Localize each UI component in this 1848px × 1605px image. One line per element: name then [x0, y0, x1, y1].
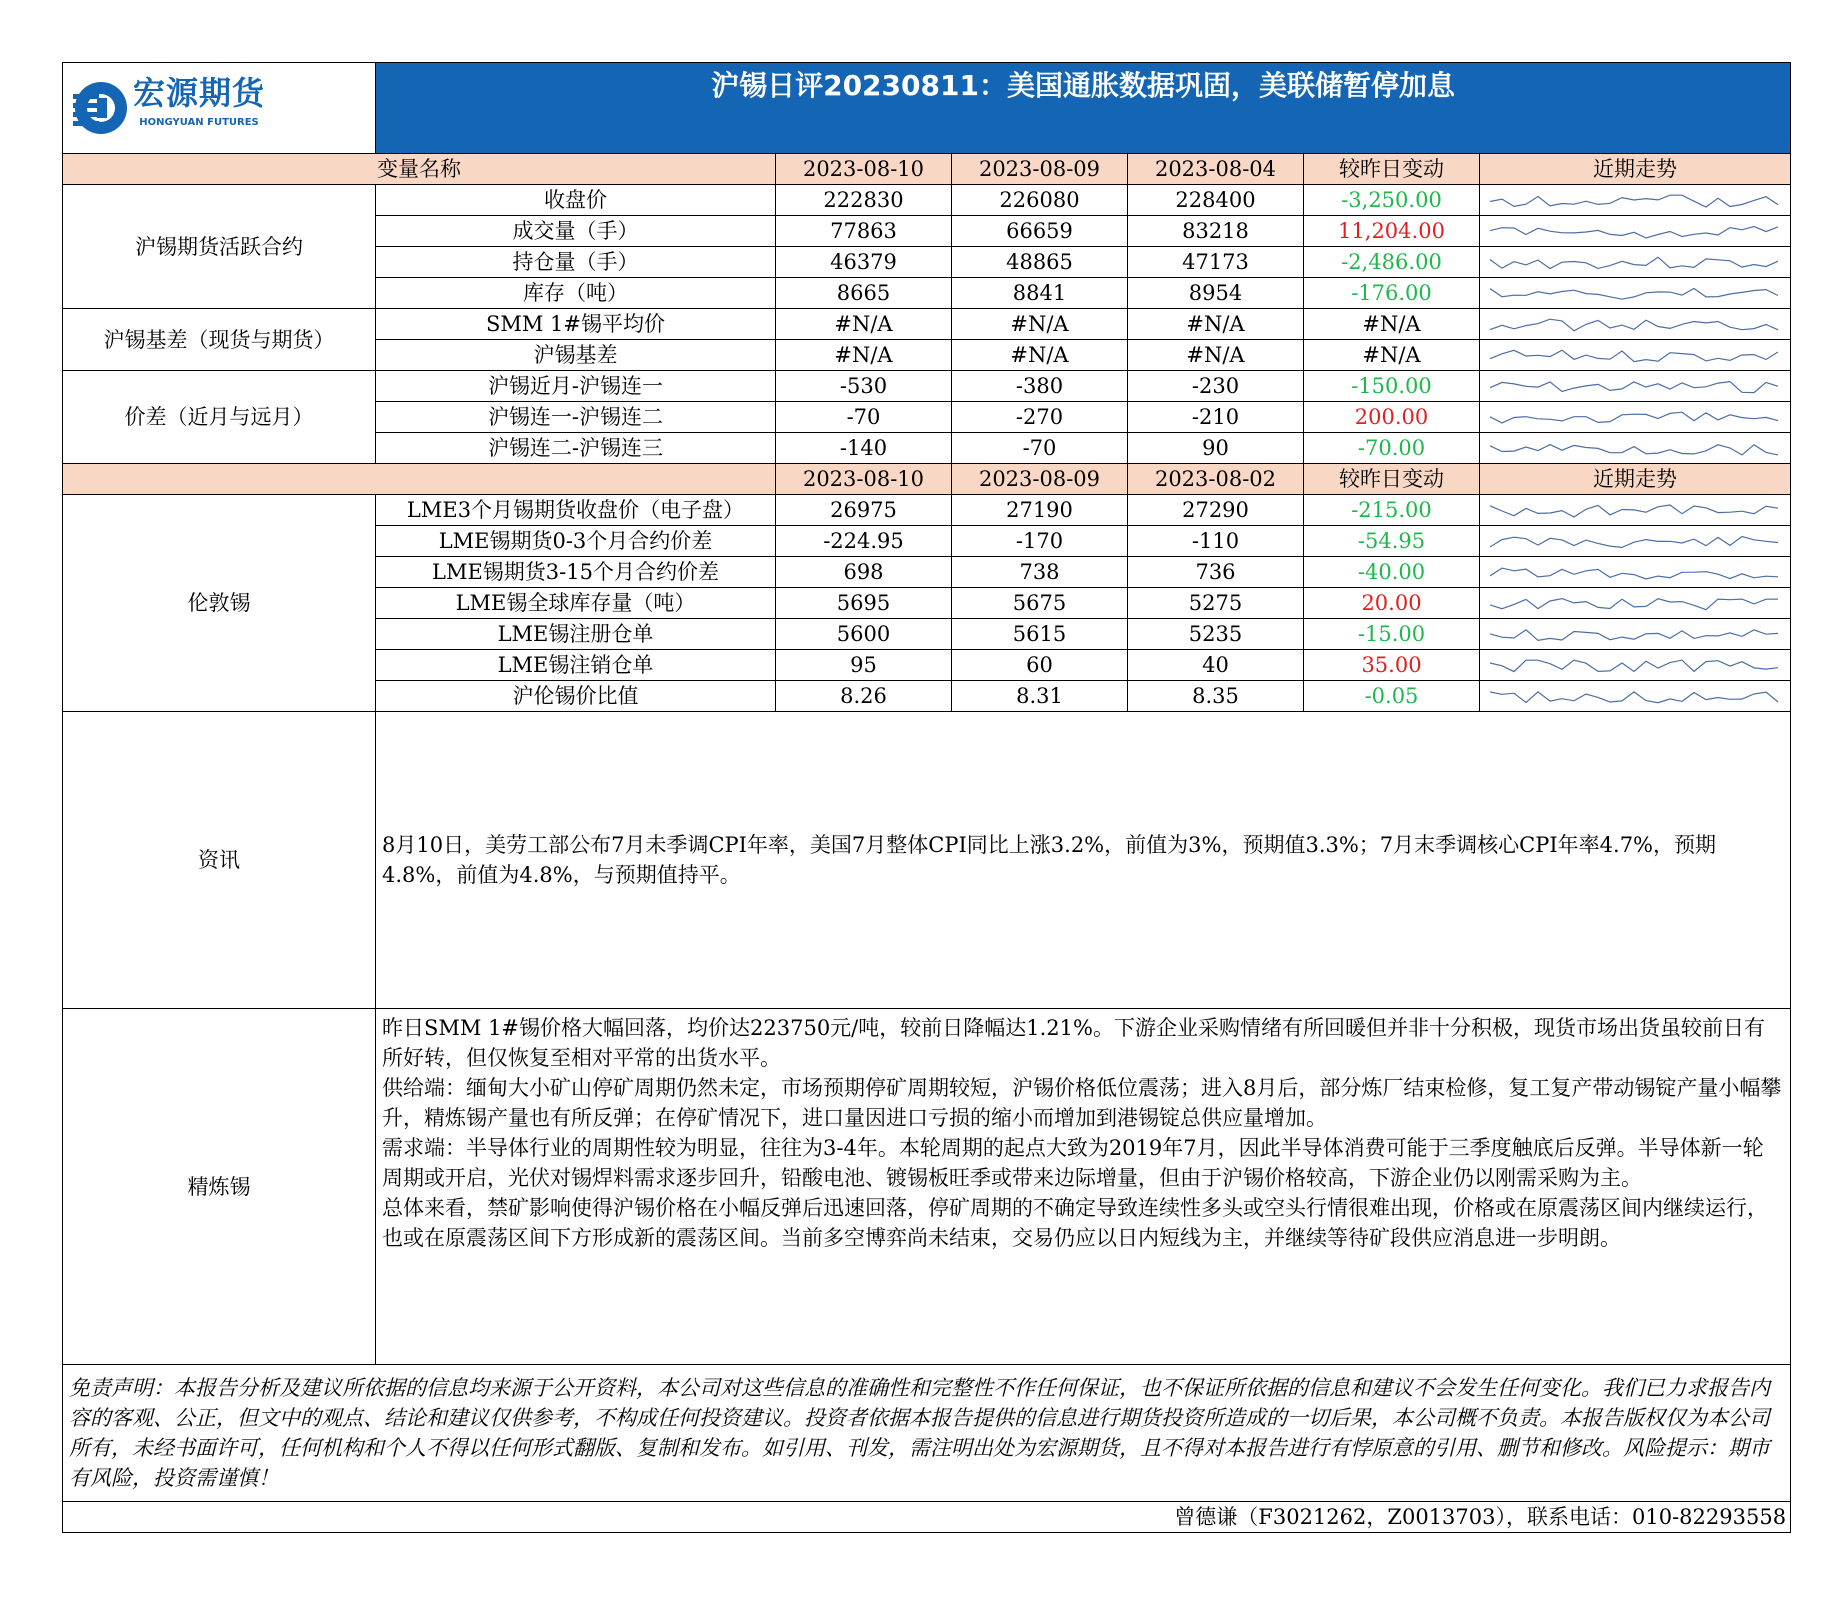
change-value: -54.95 [1304, 526, 1480, 557]
column-header: 2023-08-10 [776, 464, 952, 495]
sparkline-chart [1490, 590, 1780, 616]
value: -530 [776, 371, 952, 402]
page-title: 沪锡日评20230811：美国通胀数据巩固，美联储暂停加息 [376, 63, 1791, 154]
refined-row [63, 1009, 1791, 1365]
sparkline-chart [1490, 621, 1780, 647]
value: 48865 [952, 247, 1128, 278]
column-header: 近期走势 [1480, 464, 1791, 495]
change-value: -2,486.00 [1304, 247, 1480, 278]
variable-name: 沪锡连一-沪锡连二 [376, 402, 776, 433]
disclaimer-text: 免责声明：本报告分析及建议所依据的信息均来源于公开资料，本公司对这些信息的准确性和完整性不作任何保证，也不保证所依据的信息和建议不会发生任何变化。我们已力求报告内容的客观、公正，但文中的观点、结论和建议仅供参考，不构成任何投资建议。投资者依据本报告提供的信息进行期货投资所造成的一切后果，本公司概不负责。本报告版权仅为本公司所有，未经书面许可，任何机构和个人不得以任何形式翻版、复制和发布。如引用、刊发，需注明出处为宏源期货，且不得对本报告进行有悖原意的引用、删节和修改。风险提示：期市有风险，投资需谨慎！ [63, 1365, 1791, 1502]
change-value: -0.05 [1304, 681, 1480, 712]
change-value: 20.00 [1304, 588, 1480, 619]
group-label: 沪锡期货活跃合约 [63, 185, 376, 309]
group-label: 价差（近月与远月） [63, 371, 376, 464]
value: -224.95 [776, 526, 952, 557]
value: 8.26 [776, 681, 952, 712]
table2-header-row [63, 464, 1791, 495]
value: #N/A [1128, 340, 1304, 371]
trend-sparkline [1480, 340, 1791, 371]
trend-sparkline [1480, 278, 1791, 309]
table1-header-row [63, 154, 1791, 185]
value: -170 [952, 526, 1128, 557]
sparkline-chart [1490, 280, 1780, 306]
sparkline-chart [1490, 683, 1780, 709]
sparkline-chart [1490, 435, 1780, 461]
sparkline-chart [1490, 187, 1780, 213]
sparkline-line [1490, 537, 1778, 548]
analysis-paragraph: 总体来看，禁矿影响使得沪锡价格在小幅反弹后迅速回落，停矿周期的不确定导致连续性多头或空头行情很难出现，价格或在原震荡区间内继续运行，也或在原震荡区间下方形成新的震荡区间。当前多空博弈尚未结束，交易仍应以日内短线为主，并继续等待矿段供应消息进一步明朗。 [382, 1196, 1768, 1250]
sparkline-line [1490, 319, 1778, 331]
value: 226080 [952, 185, 1128, 216]
change-value: -215.00 [1304, 495, 1480, 526]
analysis-paragraph: 需求端：半导体行业的周期性较为明显，往往为3-4年。本轮周期的起点大致为2019年7月，因此半导体消费可能于三季度触底后反弹。半导体新一轮周期或开启，光伏对锡焊料需求逐步回升，铅酸电池、镀锡板旺季或带来边际增量，但由于沪锡价格较高，下游企业仍以刚需采购为主。 [382, 1136, 1764, 1190]
change-value: #N/A [1304, 309, 1480, 340]
trend-sparkline [1480, 495, 1791, 526]
info-row [63, 712, 1791, 1009]
sparkline-line [1490, 630, 1778, 641]
group-label: 沪锡基差（现货与期货） [63, 309, 376, 371]
value: 60 [952, 650, 1128, 681]
variable-name: LME锡期货0-3个月合约价差 [376, 526, 776, 557]
sparkline-chart [1490, 652, 1780, 678]
value: 736 [1128, 557, 1304, 588]
value: -210 [1128, 402, 1304, 433]
value: 222830 [776, 185, 952, 216]
value: 5615 [952, 619, 1128, 650]
sparkline-chart [1490, 311, 1780, 337]
value: 5275 [1128, 588, 1304, 619]
trend-sparkline [1480, 619, 1791, 650]
sparkline-chart [1490, 528, 1780, 554]
sparkline-line [1490, 568, 1778, 579]
report-table [62, 62, 1791, 1533]
variable-name: LME锡注册仓单 [376, 619, 776, 650]
variable-name: LME3个月锡期货收盘价（电子盘） [376, 495, 776, 526]
sparkline-line [1490, 660, 1778, 672]
sparkline-chart [1490, 497, 1780, 523]
trend-sparkline [1480, 402, 1791, 433]
banner-row [63, 63, 1791, 154]
change-value: 35.00 [1304, 650, 1480, 681]
logo [63, 63, 376, 154]
value: -70 [776, 402, 952, 433]
report-sheet [62, 62, 1790, 1533]
sparkline-line [1490, 445, 1778, 455]
variable-name: 持仓量（手） [376, 247, 776, 278]
table-row [63, 185, 1791, 216]
contact-info: 曾德谦（F3021262，Z0013703），联系电话：010-82293558 [63, 1502, 1791, 1533]
value: 5675 [952, 588, 1128, 619]
sparkline-line [1490, 505, 1778, 517]
trend-sparkline [1480, 433, 1791, 464]
column-header: 2023-08-09 [952, 154, 1128, 185]
column-header [63, 464, 776, 495]
table-row [63, 371, 1791, 402]
value: -140 [776, 433, 952, 464]
value: 228400 [1128, 185, 1304, 216]
sparkline-line [1490, 599, 1778, 610]
sparkline-chart [1490, 373, 1780, 399]
trend-sparkline [1480, 185, 1791, 216]
value: 26975 [776, 495, 952, 526]
value: 95 [776, 650, 952, 681]
value: 66659 [952, 216, 1128, 247]
variable-name: 成交量（手） [376, 216, 776, 247]
trend-sparkline [1480, 588, 1791, 619]
sparkline-line [1490, 350, 1778, 361]
trend-sparkline [1480, 681, 1791, 712]
sparkline-chart [1490, 218, 1780, 244]
change-value: -70.00 [1304, 433, 1480, 464]
value: -380 [952, 371, 1128, 402]
value: #N/A [776, 309, 952, 340]
change-value: -176.00 [1304, 278, 1480, 309]
change-value: -3,250.00 [1304, 185, 1480, 216]
refined-analysis [376, 1009, 1791, 1365]
variable-name: LME锡注销仓单 [376, 650, 776, 681]
sparkline-chart [1490, 249, 1780, 275]
variable-name: 沪锡基差 [376, 340, 776, 371]
table-row [63, 495, 1791, 526]
sparkline-line [1490, 289, 1778, 300]
change-value: 200.00 [1304, 402, 1480, 433]
sparkline-line [1490, 692, 1778, 703]
variable-name: 沪锡连二-沪锡连三 [376, 433, 776, 464]
sparkline-line [1490, 412, 1778, 423]
variable-name: LME锡期货3-15个月合约价差 [376, 557, 776, 588]
value: 8954 [1128, 278, 1304, 309]
variable-name: 收盘价 [376, 185, 776, 216]
value: #N/A [776, 340, 952, 371]
value: 5695 [776, 588, 952, 619]
change-value: -40.00 [1304, 557, 1480, 588]
value: 698 [776, 557, 952, 588]
column-header: 较昨日变动 [1304, 154, 1480, 185]
value: #N/A [952, 340, 1128, 371]
sparkline-chart [1490, 342, 1780, 368]
change-value: 11,204.00 [1304, 216, 1480, 247]
logo-cn: 宏源期货 [133, 74, 266, 112]
variable-name: LME锡全球库存量（吨） [376, 588, 776, 619]
sparkline-line [1490, 227, 1778, 239]
value: 738 [952, 557, 1128, 588]
value: 40 [1128, 650, 1304, 681]
column-header: 2023-08-10 [776, 154, 952, 185]
value: 46379 [776, 247, 952, 278]
column-header: 2023-08-09 [952, 464, 1128, 495]
refined-label: 精炼锡 [63, 1009, 376, 1365]
hongyuan-logo-icon [71, 70, 127, 146]
change-value: #N/A [1304, 340, 1480, 371]
value: 5235 [1128, 619, 1304, 650]
variable-name: 库存（吨） [376, 278, 776, 309]
trend-sparkline [1480, 650, 1791, 681]
sparkline-line [1490, 257, 1778, 268]
trend-sparkline [1480, 371, 1791, 402]
value: 27290 [1128, 495, 1304, 526]
variable-name: 沪锡近月-沪锡连一 [376, 371, 776, 402]
value: 90 [1128, 433, 1304, 464]
column-header: 变量名称 [63, 154, 776, 185]
variable-name: 沪伦锡价比值 [376, 681, 776, 712]
value: -270 [952, 402, 1128, 433]
value: 8.31 [952, 681, 1128, 712]
value: 27190 [952, 495, 1128, 526]
value: #N/A [1128, 309, 1304, 340]
value: 47173 [1128, 247, 1304, 278]
value: 8665 [776, 278, 952, 309]
trend-sparkline [1480, 216, 1791, 247]
value: 77863 [776, 216, 952, 247]
disclaimer-row [63, 1365, 1791, 1502]
trend-sparkline [1480, 557, 1791, 588]
table-row [63, 309, 1791, 340]
value: 8.35 [1128, 681, 1304, 712]
sparkline-line [1490, 382, 1778, 393]
info-label: 资讯 [63, 712, 376, 1009]
value: 5600 [776, 619, 952, 650]
value: -70 [952, 433, 1128, 464]
change-value: -150.00 [1304, 371, 1480, 402]
analysis-paragraph: 供给端：缅甸大小矿山停矿周期仍然未定，市场预期停矿周期较短，沪锡价格低位震荡；进入8月后，部分炼厂结束检修，复工复产带动锡锭产量小幅攀升，精炼锡产量也有所反弹；在停矿情况下，进口量因进口亏损的缩小而增加到港锡锭总供应量增加。 [382, 1076, 1782, 1130]
contact-row [63, 1502, 1791, 1533]
column-header: 较昨日变动 [1304, 464, 1480, 495]
sparkline-line [1490, 195, 1778, 207]
value: -110 [1128, 526, 1304, 557]
sparkline-chart [1490, 404, 1780, 430]
analysis-paragraph: 昨日SMM 1#锡价格大幅回落，均价达223750元/吨，较前日降幅达1.21%。下游企业采购情绪有所回暖但并非十分积极，现货市场出货虽较前日有所好转，但仅恢复至相对平常的出货水平。 [382, 1016, 1765, 1070]
value: #N/A [952, 309, 1128, 340]
info-text: 8月10日，美劳工部公布7月未季调CPI年率，美国7月整体CPI同比上涨3.2%，前值为3%，预期值3.3%；7月末季调核心CPI年率4.7%，预期4.8%，前值为4.8%，与预期值持平。 [376, 712, 1791, 1009]
logo-en: HONGYUAN FUTURES [139, 117, 259, 128]
value: 83218 [1128, 216, 1304, 247]
column-header: 2023-08-02 [1128, 464, 1304, 495]
change-value: -15.00 [1304, 619, 1480, 650]
trend-sparkline [1480, 526, 1791, 557]
column-header: 2023-08-04 [1128, 154, 1304, 185]
value: 8841 [952, 278, 1128, 309]
group-label: 伦敦锡 [63, 495, 376, 712]
value: -230 [1128, 371, 1304, 402]
trend-sparkline [1480, 309, 1791, 340]
variable-name: SMM 1#锡平均价 [376, 309, 776, 340]
trend-sparkline [1480, 247, 1791, 278]
sparkline-chart [1490, 559, 1780, 585]
column-header: 近期走势 [1480, 154, 1791, 185]
